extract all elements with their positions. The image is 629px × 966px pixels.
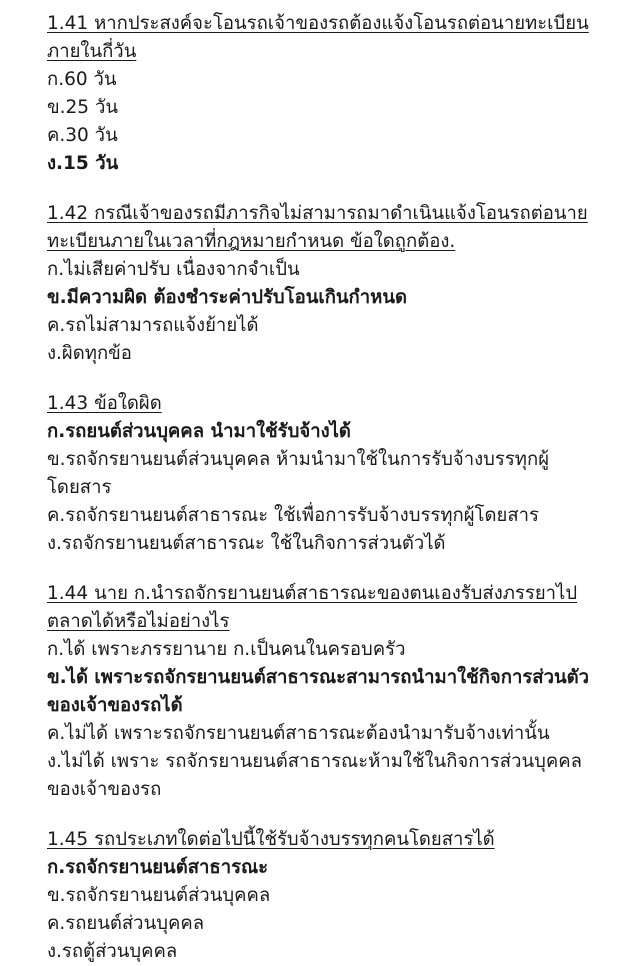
- choice-c: ค.รถจักรยานยนต์สาธารณะ ใช้เพื่อการรับจ้างบรรทุกผู้โดยสาร: [47, 505, 539, 526]
- question-1-41: [47, 10, 609, 178]
- choice-c: ค.ไม่ได้ เพราะรถจักรยานยนต์สาธารณะต้องนำมารับจ้างเท่านั้น: [47, 723, 550, 744]
- choice-a: ก.ได้ เพราะภรรยานาย ก.เป็นคนในครอบครัว: [47, 639, 406, 660]
- question-text: 1.44 นาย ก.นำรถจักรยานยนต์สาธารณะของตนเองรับส่งภรรยาไปตลาดได้หรือไม่อย่างไร: [47, 583, 578, 632]
- choice-a: ก.60 วัน: [47, 69, 117, 90]
- choice-a-correct: ก.รถจักรยานยนต์สาธารณะ: [47, 857, 269, 878]
- choice-b-correct: ข.มีความผิด ต้องชำระค่าปรับโอนเกินกำหนด: [47, 287, 407, 308]
- choice-c: ค.30 วัน: [47, 125, 118, 146]
- choice-b: ข.รถจักรยานยนต์ส่วนบุคคล: [47, 885, 271, 906]
- choice-b: ข.25 วัน: [47, 97, 118, 118]
- choice-b-correct: ข.ได้ เพราะรถจักรยานยนต์สาธารณะสามารถนำมาใช้กิจการส่วนตัวของเจ้าของรถได้: [47, 667, 590, 716]
- question-text: 1.41 หากประสงค์จะโอนรถเจ้าของรถต้องแจ้งโอนรถต่อนายทะเบียนภายในกี่วัน: [47, 13, 589, 62]
- question-1-45: [47, 826, 609, 966]
- choice-a-correct: ก.รถยนต์ส่วนบุคคล นำมาใช้รับจ้างได้: [47, 421, 351, 442]
- question-text: 1.43 ข้อใดผิด: [47, 393, 162, 414]
- choice-d: ง.ผิดทุกข้อ: [47, 343, 132, 364]
- question-1-42: [47, 200, 609, 368]
- question-1-44: [47, 580, 609, 804]
- choice-d-correct: ง.15 วัน: [47, 153, 119, 174]
- choice-d: ง.รถตู้ส่วนบุคคล: [47, 941, 178, 962]
- choice-a: ก.ไม่เสียค่าปรับ เนื่องจากจำเป็น: [47, 259, 300, 280]
- choice-d: ง.รถจักรยานยนต์สาธารณะ ใช้ในกิจการส่วนตัวได้: [47, 533, 446, 554]
- question-text: 1.42 กรณีเจ้าของรถมีภารกิจไม่สามารถมาดำเนินแจ้งโอนรถต่อนายทะเบียนภายในเวลาที่กฎหมายกำหนด ข้อใดถูกต้อง.: [47, 203, 588, 252]
- question-1-43: [47, 390, 609, 558]
- choice-d: ง.ไม่ได้ เพราะ รถจักรยานยนต์สาธารณะห้ามใช้ในกิจการส่วนบุคคลของเจ้าของรถ: [47, 751, 582, 800]
- choice-b: ข.รถจักรยานยนต์ส่วนบุคคล ห้ามนำมาใช้ในการรับจ้างบรรทุกผู้โดยสาร: [47, 449, 550, 498]
- question-text: 1.45 รถประเภทใดต่อไปนี้ใช้รับจ้างบรรทุกคนโดยสารได้: [47, 829, 495, 850]
- choice-c: ค.รถยนต์ส่วนบุคคล: [47, 913, 205, 934]
- choice-c: ค.รถไม่สามารถแจ้งย้ายได้: [47, 315, 259, 336]
